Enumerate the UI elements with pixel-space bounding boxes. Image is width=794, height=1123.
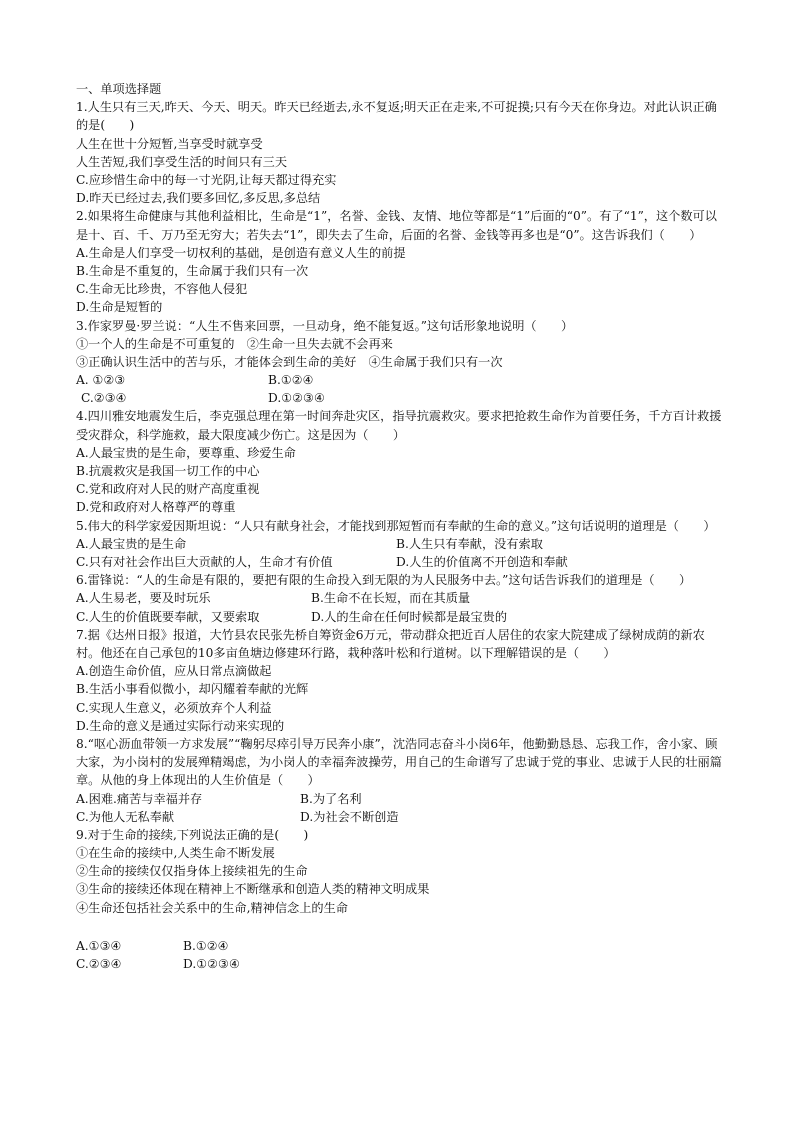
- question-2-option: A.生命是人们享受一切权利的基础，是创造有意义人生的前提: [76, 245, 406, 260]
- question-5-option: C.只有对社会作出巨大贡献的人，生命才有价值: [76, 555, 333, 569]
- question-2-option: B.生命是不重复的，生命属于我们只有一次: [76, 263, 309, 278]
- question-8-option: D.为社会不断创造: [300, 809, 399, 824]
- question-6-option-row: [76, 589, 722, 607]
- question-7-option: B.生活小事看似微小，却闪耀着奉献的光辉: [76, 682, 309, 697]
- question-9-option: B.①②④: [183, 938, 229, 953]
- question-7-stem: 7.据《达州日报》报道，大竹县农民张先桥自筹资金6万元，带动群众把近百人居住的农家大院建成了绿树成荫的新农村。他还在自己承包的10多亩鱼塘边修建环行路，栽种落叶松和行道树。以下理解错误的是（ ）: [76, 627, 705, 660]
- question-9-option: C.②③④: [76, 957, 122, 972]
- question-4-option: B.抗震救灾是我国一切工作的中心: [76, 464, 260, 479]
- question-3-option-row: [76, 389, 722, 407]
- question-5-option: B.人生只有奉献，没有索取: [396, 536, 543, 551]
- question-5-option-row: [76, 553, 722, 571]
- question-5-stem: 5.伟大的科学家爱因斯坦说：“人只有献身社会，才能找到那短暂而有奉献的生命的意义。”这句话说明的道理是（ ）: [76, 518, 716, 533]
- question-7-option: C.实现人生意义，必须放弃个人利益: [76, 700, 272, 715]
- question-9-option-row: [76, 955, 722, 973]
- question-2-option: C.生命无比珍贵，不容他人侵犯: [76, 282, 248, 297]
- question-3-option: D.①②③④: [268, 391, 325, 406]
- question-2-stem: 2.如果将生命健康与其他利益相比，生命是“1”，名誉、金钱、友情、地位等都是“1”后面的“0”。有了“1”，这个数可以是十、百、千、万乃至无穷大；若失去“1”，即失去了生命，后面的名誉、金钱等再多也是“0”。这告诉我们（ ）: [76, 209, 717, 242]
- question-9-stem: 9.对于生命的接续,下列说法正确的是( ): [76, 827, 309, 842]
- question-1-option: 人生苦短,我们享受生活的时间只有三天: [76, 154, 288, 169]
- question-3-item: ③正确认识生活中的苦与乐，才能体会到生命的美好 ④生命属于我们只有一次: [76, 354, 503, 369]
- question-1-option: C.应珍惜生命中的每一寸光阴,让每天都过得充实: [76, 172, 337, 187]
- question-7-option: D.生命的意义是通过实际行动来实现的: [76, 718, 285, 733]
- question-8-option: A.困难.痛苦与幸福并存: [76, 791, 203, 806]
- question-8-option-row: [76, 808, 722, 826]
- question-9-item: ④生命还包括社会关系中的生命,精神信念上的生命: [76, 900, 348, 915]
- question-8-stem: 8.“呕心沥血带领一方求发展”“鞠躬尽瘁引导万民奔小康”，沈浩同志奋斗小岗6年，他勤勤恳恳、忘我工作，舍小家、顾大家，为小岗村的发展殚精竭虑，为小岗人的幸福奔波操劳，用自己的生命谱写了忠诚于党的事业、忠诚于人民的壮丽篇章。从他的身上体现出的人生价值是（ ）: [76, 736, 722, 788]
- question-3-option: A. ①②③: [76, 373, 126, 388]
- question-8-option: C.为他人无私奉献: [76, 809, 175, 824]
- question-6-option: D.人的生命在任何时候都是最宝贵的: [311, 609, 508, 624]
- question-1-option: D.昨天已经过去,我们要多回忆,多反思,多总结: [76, 191, 321, 206]
- exam-page: [76, 80, 722, 973]
- question-9-item: ③生命的接续还体现在精神上不断继承和创造人类的精神文明成果: [76, 882, 430, 897]
- question-2-option: D.生命是短暂的: [76, 300, 163, 315]
- question-8-option: B.为了名利: [300, 791, 362, 806]
- question-9-option: D.①②③④: [183, 957, 240, 972]
- question-3-option: B.①②④: [268, 373, 314, 388]
- question-9-option: A.①③④: [76, 938, 122, 953]
- question-6-option: A.人生易老，要及时玩乐: [76, 591, 211, 606]
- question-5-option: D.人生的价值离不开创造和奉献: [396, 555, 568, 569]
- question-6-option: C.人生的价值既要奉献，又要索取: [76, 609, 260, 624]
- question-1-stem: 1.人生只有三天,昨天、今天、明天。昨天已经逝去,永不复返;明天正在走来,不可捉摸;只有今天在你身边。对此认识正确的是( ): [76, 100, 717, 133]
- question-7-option: A.创造生命价值，应从日常点滴做起: [76, 664, 272, 679]
- question-9-item: ②生命的接续仅仅指身体上接续祖先的生命: [76, 864, 308, 879]
- question-4-option: A.人最宝贵的是生命，要尊重、珍爱生命: [76, 445, 296, 460]
- question-5-option-row: [76, 535, 722, 553]
- question-9-item: ①在生命的接续中,人类生命不断发展: [76, 846, 275, 861]
- question-3-option-row: [76, 371, 722, 389]
- question-6-option: B.生命不在长短，而在其质量: [311, 591, 471, 606]
- question-1-option: 人生在世十分短暂,当享受时就享受: [76, 136, 263, 151]
- question-8-option-row: [76, 790, 722, 808]
- question-9-option-row: [76, 937, 722, 955]
- question-6-stem: 6.雷锋说：“人的生命是有限的，要把有限的生命投入到无限的为人民服务中去。”这句话告诉我们的道理是（ ）: [76, 573, 692, 588]
- section-title: 一、单项选择题: [76, 82, 162, 96]
- question-4-option: C.党和政府对人民的财产高度重视: [76, 482, 260, 497]
- question-4-stem: 4.四川雅安地震发生后，李克强总理在第一时间奔赴灾区，指导抗震救灾。要求把抢救生命作为首要任务，千方百计救援受灾群众，科学施救，最大限度减少伤亡。这是因为（ ）: [76, 409, 722, 442]
- question-3-item: ①一个人的生命是不可重复的 ②生命一旦失去就不会再来: [76, 336, 393, 351]
- question-3-stem: 3.作家罗曼·罗兰说：“人生不售来回票，一旦动身，绝不能复返。”这句话形象地说明（ ）: [76, 318, 574, 333]
- question-3-option: C.②③④: [81, 391, 127, 406]
- question-4-option: D.党和政府对人格尊严的尊重: [76, 500, 236, 515]
- question-5-option: A.人最宝贵的是生命: [76, 536, 187, 551]
- spacer: [76, 917, 722, 937]
- question-6-option-row: [76, 608, 722, 626]
